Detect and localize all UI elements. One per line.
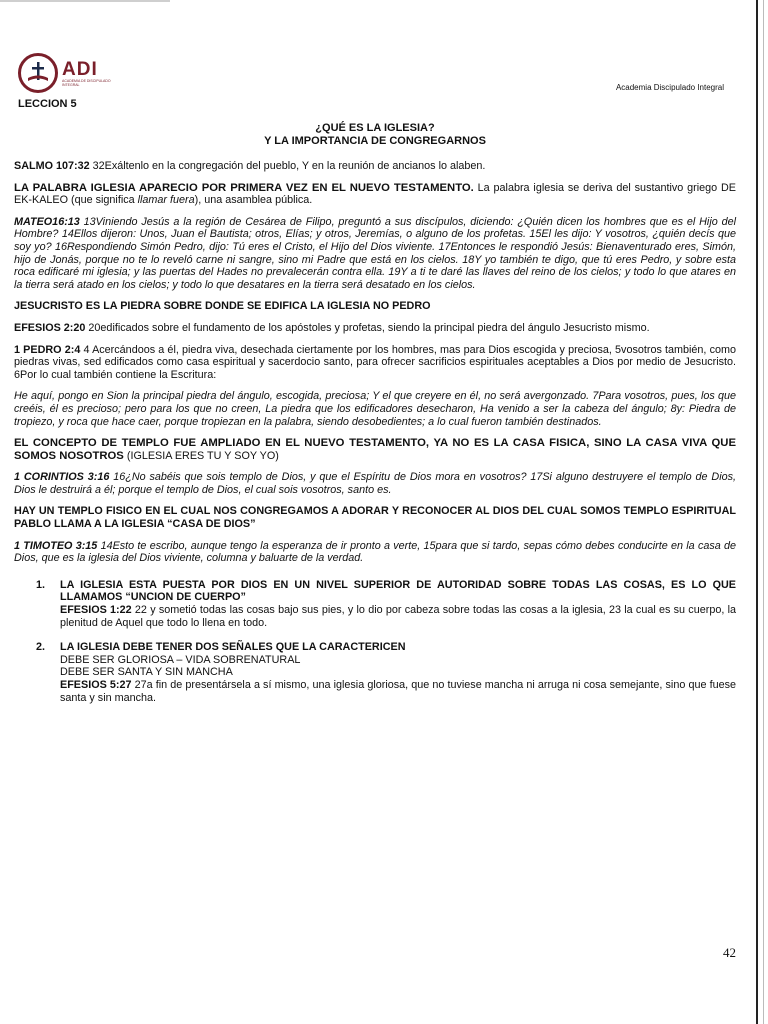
- logo-tagline: ACADEMIA DE DISCIPULADO INTEGRAL: [62, 78, 111, 87]
- point-verse: [60, 679, 736, 704]
- scan-edge-top: [0, 0, 170, 2]
- he-aqui-paragraph: He aquí, pongo en Sion la principal piedra del ángulo, escogida, preciosa; Y el que creyere en él, no será avergonzado. 7Para vosotros, pues, los que creéis, él es precioso; pero para los que no creen, La piedra que los edificadores desecharon, Ha venido a ser la cabeza del ángulo; 8y: Piedra de tropiezo, y roca que hace caer, porque tropiezan en la palabra, siendo desobedientes; a lo cual fueron también destinados.: [14, 390, 736, 428]
- palabra-paragraph: [14, 182, 736, 207]
- salmo-ref: SALMO 107:32: [14, 160, 90, 172]
- concepto-heading: EL CONCEPTO DE TEMPLO FUE AMPLIADO EN EL NUEVO TESTAMENTO, YA NO ES LA CASA FISICA, SINO LA CASA VIVA QUE SOMOS NOSOTROS: [14, 437, 736, 462]
- page-title: [14, 122, 736, 148]
- corintios-paragraph: [14, 471, 736, 496]
- point-line-2: DEBE SER SANTA Y SIN MANCHA: [60, 666, 233, 679]
- pedro-ref: 1 PEDRO 2:4: [14, 343, 81, 356]
- palabra-italic: llamar fuera: [137, 194, 195, 207]
- page-number: 42: [723, 945, 736, 960]
- title-line-2: Y LA IMPORTANCIA DE CONGREGARNOS: [264, 135, 486, 147]
- point-text: 22 y sometió todas las cosas bajo sus pies, y lo dio por cabeza sobre todas las cosas a la iglesia, 23 la cual es su cuerpo, la plenitud de Aquel que todo lo llena en todo.: [60, 604, 736, 629]
- concepto-paragraph: [14, 437, 736, 462]
- lesson-content: [14, 122, 736, 716]
- adi-logo: [18, 50, 114, 96]
- palabra-text-1: La palabra iglesia se deriva del sustantivo griego DE EK-KALEO (que significa: [14, 181, 736, 207]
- points-list: [14, 579, 736, 704]
- point-text: 27a fin de presentársela a sí mismo, una iglesia gloriosa, que no tuviese mancha ni arruga ni cosa semejante, sino que fuese santa y sin mancha.: [60, 679, 736, 704]
- lesson-number: LECCION 5: [18, 98, 77, 110]
- point-verse: [60, 604, 736, 629]
- palabra-heading: LA PALABRA IGLESIA APARECIO POR PRIMERA VEZ EN EL NUEVO TESTAMENTO.: [14, 181, 474, 194]
- point-item-1: [14, 579, 736, 629]
- point-number: 2.: [36, 641, 46, 654]
- piedra-heading: JESUCRISTO ES LA PIEDRA SOBRE DONDE SE EDIFICA LA IGLESIA NO PEDRO: [14, 300, 431, 313]
- palabra-text-2: ), una asamblea pública.: [194, 194, 313, 207]
- efesios-220-text: 20edificados sobre el fundamento de los apóstoles y profetas, siendo la principal piedra del ángulo Jesucristo mismo.: [85, 321, 650, 334]
- templo-heading: HAY UN TEMPLO FISICO EN EL CUAL NOS CONGREGAMOS A ADORAR Y RECONOCER AL DIOS DEL CUAL SOMOS TEMPLO ESPIRITUAL PABLO LLAMA A LA IGLESIA “CASA DE DIOS”: [14, 505, 736, 531]
- timoteo-text: 14Esto te escribo, aunque tengo la esperanza de ir pronto a verte, 15para que si tardo, sepas cómo debes conducirte en la casa de Dios, que es la iglesia del Dios viviente, columna y baluarte de la verdad.: [14, 539, 737, 565]
- point-item-2: [14, 641, 736, 704]
- scan-edge-right: [756, 0, 758, 1024]
- scan-edge-right-soft: [763, 0, 764, 1024]
- efesios-220-ref: EFESIOS 2:20: [14, 321, 86, 334]
- academy-name: Academia Discipulado Integral: [615, 83, 724, 92]
- efesios-220-paragraph: [14, 322, 736, 335]
- mateo-ref: MATEO16:13: [14, 215, 80, 228]
- corintios-text: 16¿No sabéis que sois templo de Dios, y que el Espíritu de Dios mora en vosotros? 17Si alguno destruyere el templo de Dios, Dios le destruirá a él; porque el templo de Dios, el cual sois vosotros, santo es.: [14, 471, 736, 496]
- point-ref: EFESIOS 5:27: [60, 679, 132, 691]
- logo-emblem-icon: [18, 53, 58, 93]
- mateo-paragraph: [14, 216, 736, 292]
- pedro-text: 4 Acercándoos a él, piedra viva, desechada ciertamente por los hombres, mas para Dios escogida y preciosa, 5vosotros también, como piedras vivas, sed edificados como casa espiritual y sacerdocio santo, para ofrecer sacrificios espirituales aceptables a Dios por medio de Jesucristo. 6Por lo cual también contiene la Escritura:: [14, 343, 736, 381]
- pedro-paragraph: [14, 344, 736, 382]
- point-heading: LA IGLESIA DEBE TENER DOS SEÑALES QUE LA CARACTERICEN: [60, 641, 406, 654]
- timoteo-ref: 1 TIMOTEO 3:15: [14, 539, 98, 552]
- point-number: 1.: [36, 578, 46, 591]
- point-line-1: DEBE SER GLORIOSA – VIDA SOBRENATURAL: [60, 653, 301, 666]
- title-line-1: ¿QUÉ ES LA IGLESIA?: [315, 122, 435, 134]
- logo-word: ADI: [62, 58, 98, 80]
- point-heading: LA IGLESIA ESTA PUESTA POR DIOS EN UN NIVEL SUPERIOR DE AUTORIDAD SOBRE TODAS LAS COSAS, ES LO QUE LLAMAMOS “UNCION DE CUERPO”: [60, 578, 736, 604]
- cross-book-icon: [25, 60, 51, 86]
- mateo-text: 13Viniendo Jesús a la región de Cesárea de Filipo, preguntó a sus discípulos, diciendo: ¿Quién dicen los hombres que es el Hijo del Hombre? 14Ellos dijeron: Unos, Juan el Bautista; otros, Elías; y otros, Jeremías, o alguno de los profetas. 15El les dijo: Y vosotros, ¿quién decís que soy yo? 16Respondiendo Simón Pedro, dijo: Tú eres el Cristo, el Hijo del Dios viviente. 17Entonces le respondió Jesús: Bienaventurado eres, Simón, hijo de Jonás, porque no te lo reveló carne ni sangre, sino mi Padre que está en los cielos. 18Y yo también te digo, que tú eres Pedro, y sobre esta roca edificaré mi iglesia; y las puertas del Hades no prevalecerán contra ella. 19Y a ti te daré las llaves del reino de los cielos; y todo lo que atares en la tierra será atado en los cielos; y todo lo que desatares en la tierra será desatado en los cielos.: [14, 215, 736, 291]
- corintios-ref: 1 CORINTIOS 3:16: [14, 471, 110, 484]
- timoteo-paragraph: [14, 540, 736, 565]
- salmo-text: 32Exáltenlo en la congregación del pueblo, Y en la reunión de ancianos lo alaben.: [89, 160, 486, 172]
- salmo-paragraph: [14, 160, 736, 173]
- concepto-note: (IGLESIA ERES TU Y SOY YO): [123, 449, 279, 462]
- point-ref: EFESIOS 1:22: [60, 604, 132, 617]
